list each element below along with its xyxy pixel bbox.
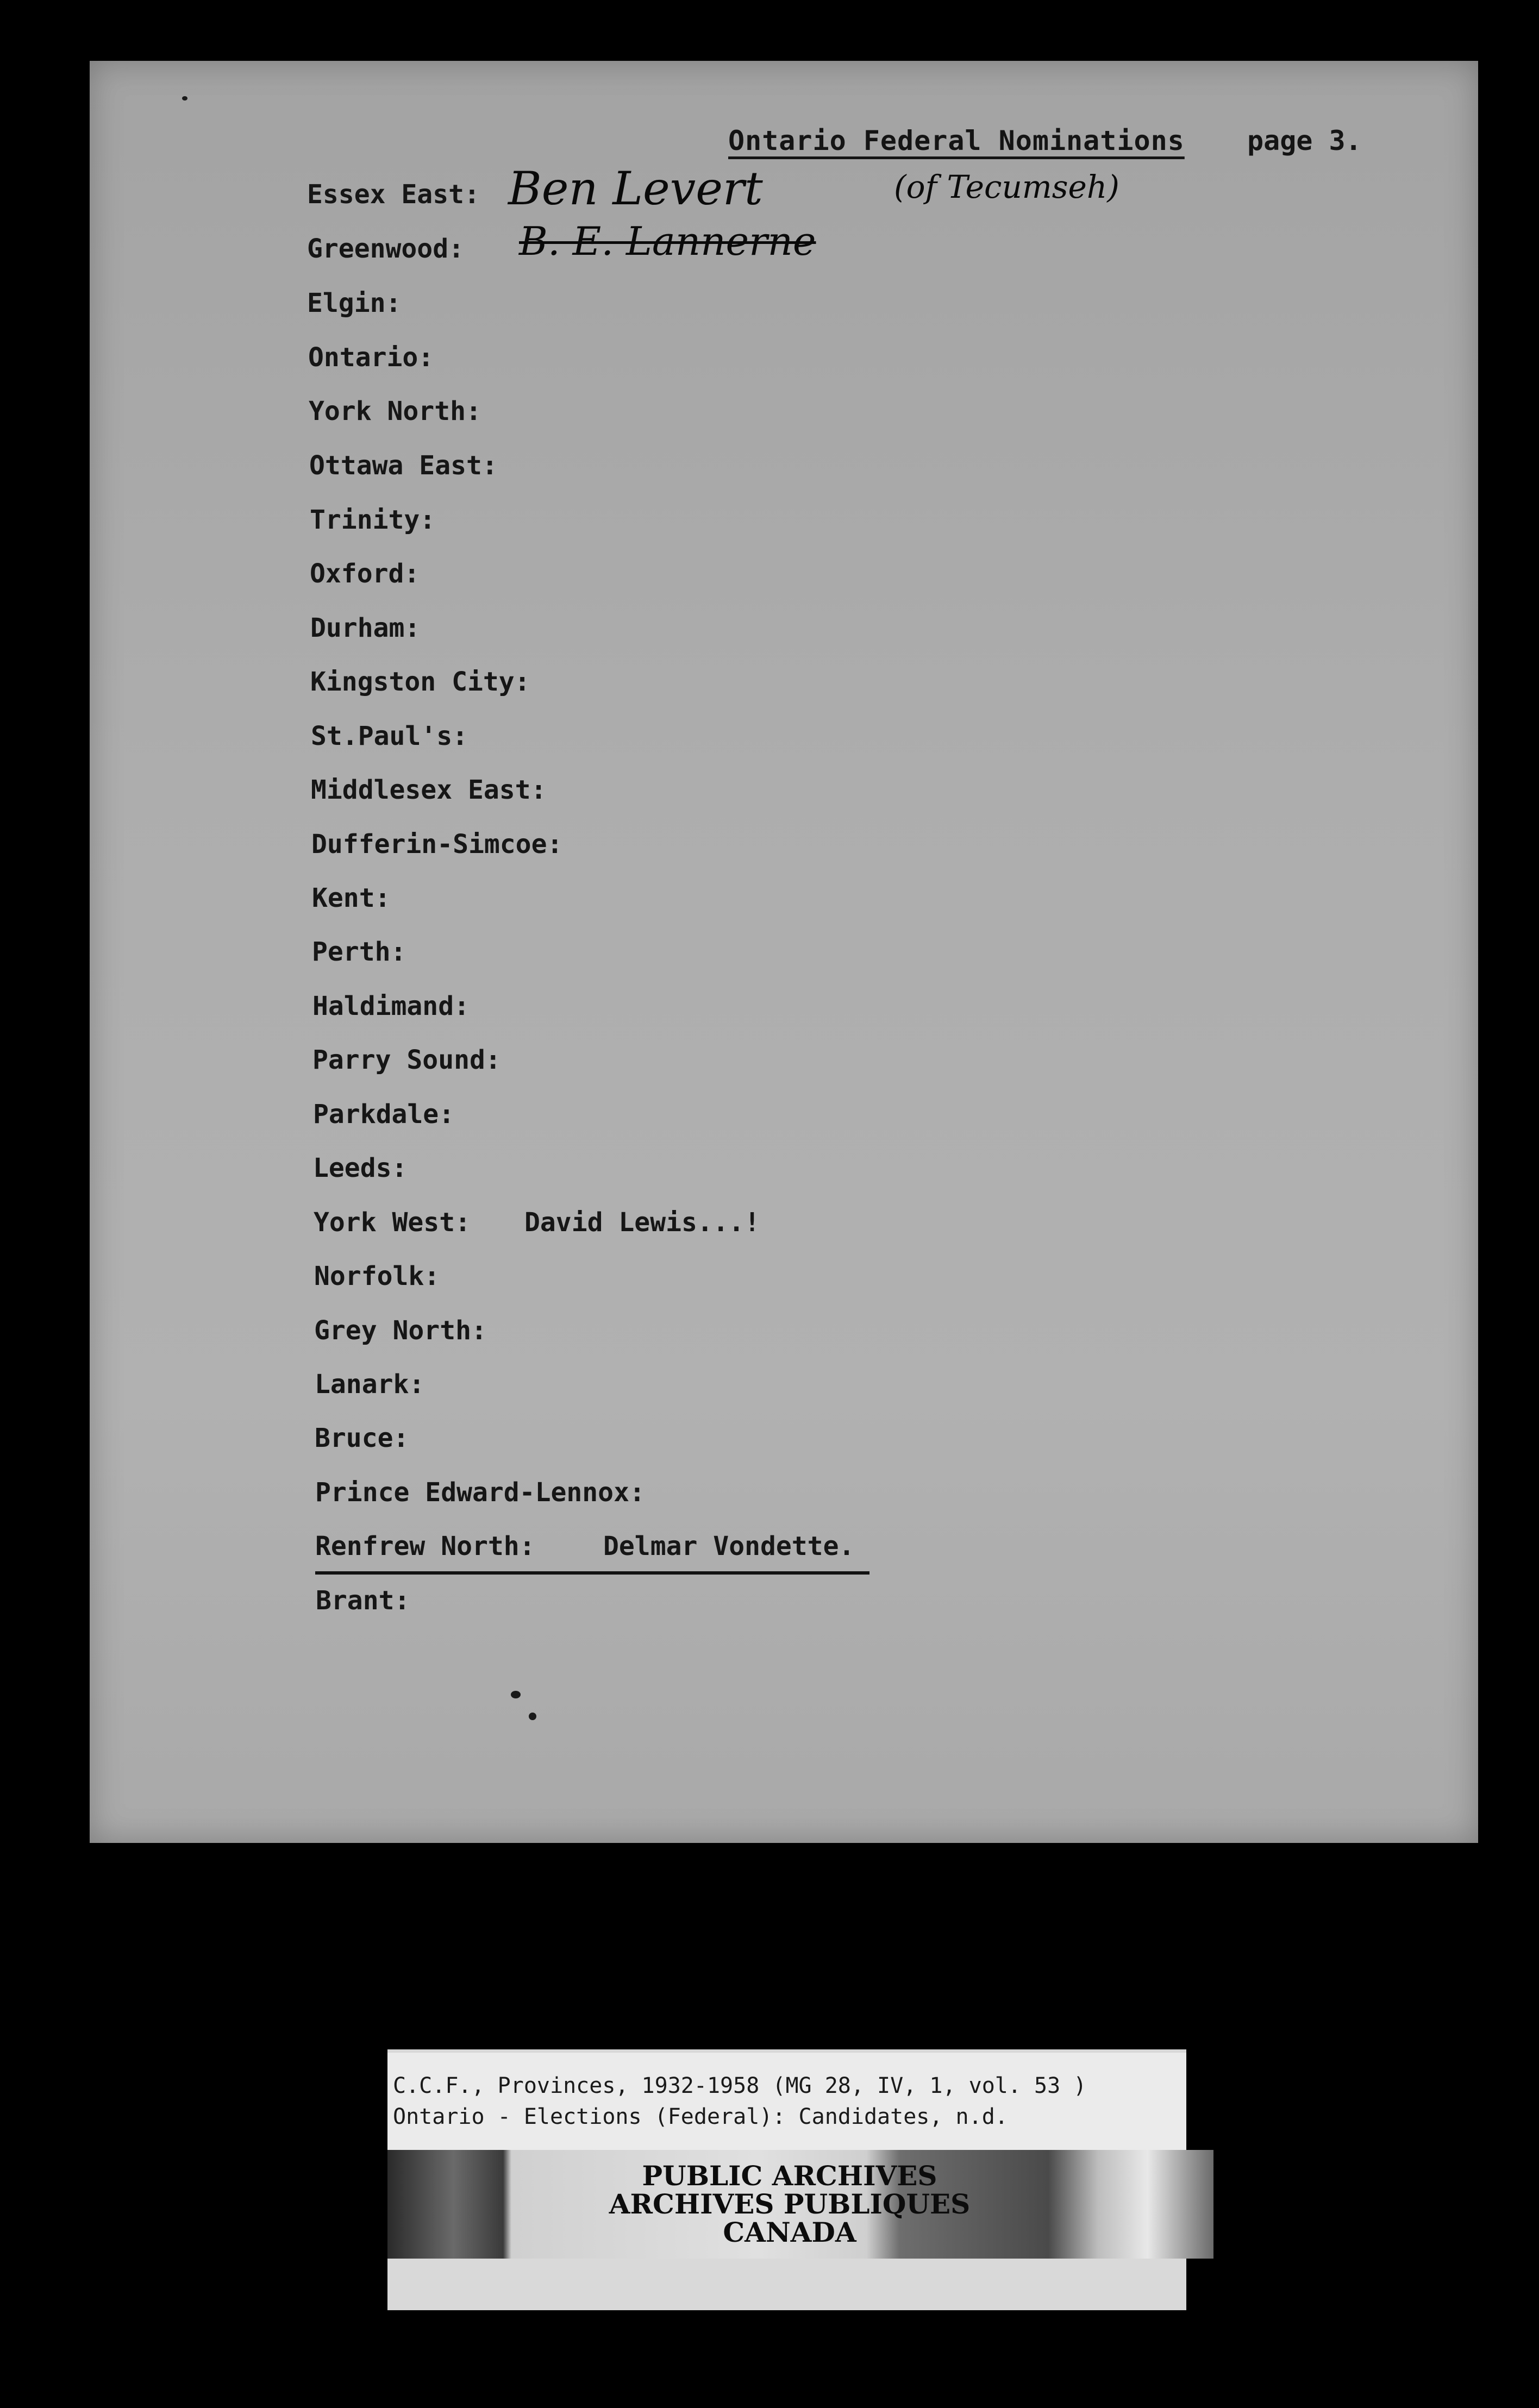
archive-stamp-band — [387, 2150, 1213, 2259]
riding-row — [311, 829, 562, 867]
ink-spot — [182, 96, 187, 101]
ink-spot — [529, 1713, 536, 1720]
catalog-reference: C.C.F., Provinces, 1932-1958 (MG 28, IV, 1, vol. 53 ) — [393, 2073, 1087, 2098]
bottom-strip — [387, 2259, 1186, 2310]
handwritten-candidate: B. E. Lannerne — [519, 218, 816, 264]
riding-row — [310, 559, 420, 597]
riding-row — [310, 667, 530, 705]
stamp-line: ARCHIVES PUBLIQUES — [609, 2188, 971, 2220]
riding-label: Kingston City: — [310, 667, 530, 697]
handwritten-candidate: Ben Levert — [508, 162, 763, 215]
archive-catalog-card — [387, 2049, 1186, 2153]
riding-label: Kent: — [312, 883, 391, 913]
riding-row — [307, 162, 1119, 217]
candidate-name: David Lewis...! — [524, 1207, 760, 1238]
riding-row — [310, 505, 435, 543]
riding-label: Parry Sound: — [312, 1045, 501, 1075]
riding-row — [311, 775, 546, 813]
riding-label: Dufferin-Simcoe: — [311, 829, 563, 860]
riding-row — [309, 450, 498, 488]
riding-label: Essex East: — [307, 179, 480, 210]
riding-row — [312, 991, 470, 1029]
riding-label: Lanark: — [315, 1369, 425, 1400]
riding-label: Parkdale: — [313, 1099, 455, 1130]
riding-row — [308, 342, 434, 380]
document-title: Ontario Federal Nominations — [728, 125, 1185, 156]
archive-stamp — [531, 2162, 1048, 2252]
stamp-line: CANADA — [723, 2216, 856, 2248]
riding-row — [315, 1477, 645, 1515]
riding-row — [311, 721, 468, 759]
stamp-line: PUBLIC ARCHIVES — [642, 2160, 937, 2192]
riding-row — [312, 1045, 501, 1083]
riding-label: Haldimand: — [312, 991, 470, 1021]
riding-row — [314, 1207, 760, 1245]
catalog-description: Ontario - Elections (Federal): Candidates, n.d. — [393, 2104, 1008, 2129]
riding-label: St.Paul's: — [311, 721, 468, 751]
riding-label: Bruce: — [315, 1423, 409, 1453]
handwritten-note: (of Tecumseh) — [894, 168, 1119, 205]
riding-row — [312, 883, 391, 921]
riding-row — [315, 1423, 409, 1461]
riding-row — [314, 1261, 440, 1299]
riding-row — [310, 613, 420, 651]
riding-label: Grey North: — [314, 1315, 487, 1346]
document-page — [90, 61, 1478, 1843]
riding-label: Perth: — [312, 937, 406, 967]
riding-label: Brant: — [316, 1585, 410, 1616]
candidate-name: Delmar Vondette. — [603, 1531, 855, 1562]
ink-spot — [511, 1691, 521, 1698]
riding-label: Ontario: — [308, 342, 434, 373]
riding-label: Renfrew North: — [315, 1531, 535, 1562]
riding-label: York North: — [309, 396, 481, 427]
riding-label: York West: — [314, 1207, 471, 1238]
riding-label: Prince Edward-Lennox: — [315, 1477, 645, 1508]
riding-label: Elgin: — [307, 288, 402, 318]
riding-row — [313, 1099, 454, 1137]
riding-label: Oxford: — [310, 559, 420, 589]
riding-label: Norfolk: — [314, 1261, 440, 1291]
riding-label: Middlesex East: — [311, 775, 547, 805]
riding-label: Ottawa East: — [309, 450, 498, 481]
riding-label: Trinity: — [310, 505, 436, 535]
riding-label: Leeds: — [313, 1153, 408, 1183]
riding-row — [316, 1585, 410, 1623]
riding-row — [309, 396, 481, 434]
riding-row — [312, 937, 406, 975]
riding-row — [313, 1153, 407, 1191]
page-number: page 3. — [1247, 125, 1362, 156]
riding-row — [314, 1315, 487, 1353]
riding-row — [307, 218, 816, 272]
riding-label: Durham: — [310, 613, 421, 643]
riding-label: Greenwood: — [307, 234, 464, 264]
riding-row — [307, 288, 401, 326]
riding-row — [315, 1369, 424, 1407]
riding-row-highlighted — [315, 1531, 869, 1575]
